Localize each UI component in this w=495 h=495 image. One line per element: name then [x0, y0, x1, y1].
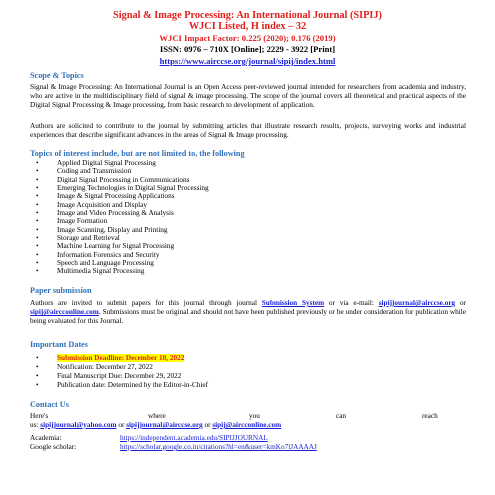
academia-label: Academia: — [30, 434, 62, 442]
submission-text: or via e-mail: — [324, 299, 379, 307]
contact-word: reach — [422, 412, 438, 420]
list-item: • Speech and Language Processing — [36, 259, 209, 267]
contact-word: Here's — [30, 412, 49, 420]
contact-email-link[interactable]: sipijjournal@yahoo.com — [40, 421, 117, 429]
submission-text: . Submissions must be original and should not have been published previously or be under consideration for publication while being evaluated for this Journal. — [30, 308, 466, 326]
list-item: • Image & Signal Processing Applications — [36, 192, 209, 200]
academia-row — [30, 434, 268, 442]
list-item: • Emerging Technologies in Digital Signal Processing — [36, 184, 209, 192]
journal-url-link[interactable]: https://www.airccse.org/journal/sipij/index.html — [159, 56, 336, 66]
contact-emails — [30, 421, 281, 429]
scholar-label: Google scholar: — [30, 443, 77, 451]
list-item: • Coding and Transmission — [36, 167, 209, 175]
contact-email-link[interactable]: sipijjournal@airccse.org — [126, 421, 203, 429]
impact-factor: WJCI Impact Factor: 0.225 (2020); 0.176 (2019) — [159, 33, 336, 43]
dates-list — [36, 354, 208, 390]
solicit-paragraph: Authors are solicited to contribute to the journal by submitting articles that illustrate research results, projects, surveying works and industrial experiences that describe significant advances in the areas of Signal & Image processing. — [30, 122, 466, 140]
list-item: • Digital Signal Processing in Communications — [36, 176, 209, 184]
list-item: • Multimedia Signal Processing — [36, 267, 209, 275]
contact-word: can — [336, 412, 347, 420]
scope-heading: Scope & Topics — [30, 71, 84, 80]
list-item: • Storage and Retrieval — [36, 234, 209, 242]
contact-text: us: — [30, 421, 41, 429]
dates-heading: Important Dates — [30, 340, 88, 349]
topics-list — [36, 159, 209, 276]
list-item: • Information Forensics and Security — [36, 251, 209, 259]
submission-text: or — [455, 299, 467, 307]
contact-email-link[interactable]: sipij@aircconline.com — [212, 421, 282, 429]
contact-heading: Contact Us — [30, 400, 69, 409]
submission-deadline: Submission Deadline: December 10, 2022 — [57, 354, 185, 362]
submission-text: Authors are invited to submit papers for this journal through journal — [30, 299, 262, 307]
contact-text: or — [202, 421, 213, 429]
issn-line: ISSN: 0976 – 710X [Online]; 2229 - 3922 [Print] — [159, 44, 336, 54]
scholar-row — [30, 443, 317, 451]
submission-email-link[interactable]: sipijjournal@airccse.org — [378, 299, 456, 307]
contact-word: you — [249, 412, 260, 420]
list-item: • Publication date: Determined by the Editor-in-Chief — [36, 381, 208, 390]
list-item: • Applied Digital Signal Processing — [36, 159, 209, 167]
submission-paragraph — [30, 299, 466, 326]
list-item: • Image Scanning, Display and Printing — [36, 226, 209, 234]
list-item — [36, 354, 208, 363]
scope-paragraph: Signal & Image Processing: An International Journal is an Open Access peer-reviewed journal intended for researchers from academia and industry, who are active in the multidisciplinary field of signal & image processing. The scope of the journal covers all theoretical and practical aspects of the Digital Signal Processing & Image processing, from basic research to development of application. — [30, 83, 466, 110]
submission-email-link[interactable]: sipij@aircconline.com — [30, 308, 99, 317]
list-item: • Final Manuscript Due: December 29, 2022 — [36, 372, 208, 381]
journal-title: Signal & Image Processing: An International Journal (SIPIJ) — [113, 10, 382, 21]
list-item: • Notification: December 27, 2022 — [36, 363, 208, 372]
academia-link[interactable]: https://independent.academia.edu/SIPIJJOURNAL — [120, 434, 268, 442]
journal-index-line: WJCI Listed, H index – 32 — [188, 21, 307, 32]
contact-word: where — [148, 412, 166, 420]
list-item: • Image Acquisition and Display — [36, 201, 209, 209]
submission-heading: Paper submission — [30, 286, 92, 295]
list-item: • Image Formation — [36, 217, 209, 225]
contact-text: or — [116, 421, 127, 429]
scholar-link[interactable]: https://scholar.google.co.in/citations?hl=en&user=kmKo7lJAAAAJ — [120, 443, 317, 451]
list-item: • Image and Video Processing & Analysis — [36, 209, 209, 217]
list-item: • Machine Learning for Signal Processing — [36, 242, 209, 250]
submission-system-link[interactable]: Submission System — [261, 299, 325, 307]
topics-heading: Topics of interest include, but are not limited to, the following — [30, 149, 245, 158]
